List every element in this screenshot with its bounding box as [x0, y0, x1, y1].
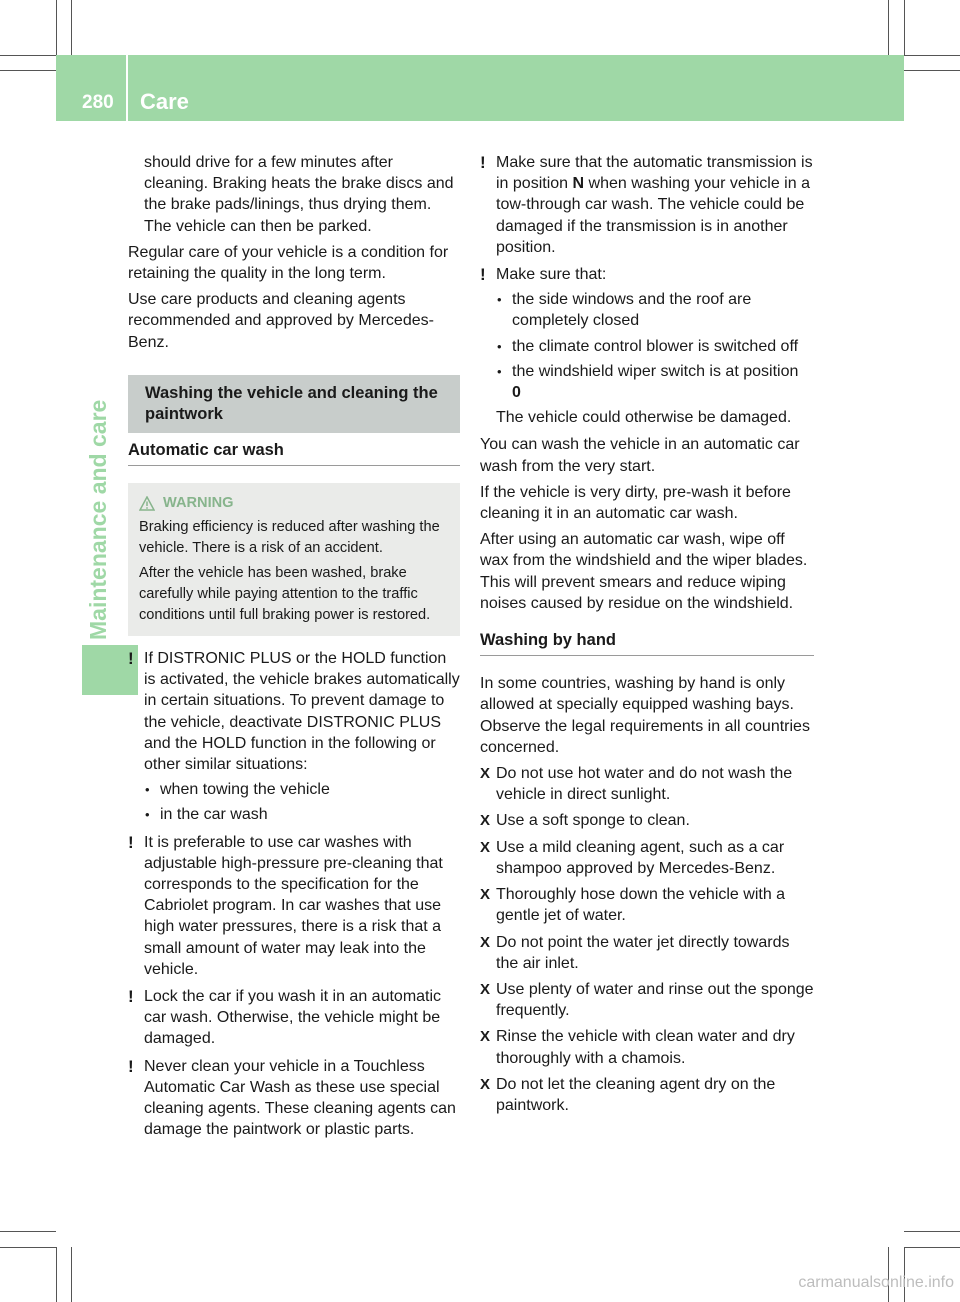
- header-divider: [126, 55, 128, 121]
- note-text: The vehicle could otherwise be damaged.: [496, 409, 792, 427]
- page-number: 280: [82, 92, 114, 113]
- intro-paragraph: should drive for a few minutes after cleaning. Braking heats the brake discs and the brake pads/linings, thus drying them. The vehicle can then be parked.: [144, 154, 454, 235]
- step-item: [480, 810, 814, 831]
- note: [128, 832, 460, 980]
- note: [128, 1056, 460, 1141]
- warning-box: [128, 483, 460, 636]
- step-arrow-icon: X: [480, 1075, 491, 1093]
- bullet-icon: •: [145, 782, 150, 798]
- list-item-text: in the car wash: [160, 806, 268, 824]
- side-tab-title: Maintenance and care: [85, 399, 111, 640]
- crop-mark: [71, 0, 72, 55]
- note: [480, 152, 814, 258]
- step-text: Do not use hot water and do not wash the vehicle in direct sunlight.: [496, 765, 793, 804]
- left-column: [128, 152, 460, 1147]
- wiper-position: 0: [512, 384, 521, 402]
- step-arrow-icon: X: [480, 765, 491, 783]
- note-text: If DISTRONIC PLUS or the HOLD function is activated, the vehicle brakes automatically in certain situations. To prevent damage to the vehicle, deactivate DISTRONIC PLUS and the HOLD function in the following or other similar situations:: [144, 650, 460, 774]
- crop-mark: [0, 55, 56, 56]
- note-mark-icon: !: [128, 832, 134, 852]
- paragraph: If the vehicle is very dirty, pre-wash it before cleaning it in an automatic car wash.: [480, 483, 791, 523]
- bullet-list: [496, 289, 814, 403]
- step-arrow-icon: X: [480, 838, 491, 856]
- step-arrow-icon: X: [480, 812, 491, 830]
- step-text: Thoroughly hose down the vehicle with a gentle jet of water.: [496, 886, 786, 925]
- step-arrow-icon: X: [480, 980, 491, 998]
- step-text: Rinse the vehicle with clean water and dry thoroughly with a chamois.: [496, 1028, 795, 1067]
- transmission-position: N: [572, 175, 585, 193]
- step-arrow-icon: X: [480, 1028, 491, 1046]
- list-item-text: the side windows and the roof are completely closed: [512, 291, 752, 330]
- running-head: Care: [140, 89, 189, 114]
- crop-mark: [904, 55, 960, 56]
- paragraph: After using an automatic car wash, wipe off wax from the windshield and the wiper blades. This will prevent smears and reduce wiping noises caused by residue on the windshield.: [480, 531, 808, 612]
- bullet-icon: •: [145, 807, 150, 823]
- list-item: [496, 289, 814, 331]
- step-text: Do not let the cleaning agent dry on the paintwork.: [496, 1075, 776, 1114]
- warning-text: After the vehicle has been washed, brake carefully while paying attention to the traffic conditions until full braking power is restored.: [139, 565, 431, 624]
- step-item: [480, 1074, 814, 1116]
- note: [480, 264, 814, 428]
- warning-header: [139, 493, 450, 514]
- subheading-automatic-car-wash: Automatic car wash: [128, 440, 460, 466]
- note-mark-icon: !: [480, 265, 486, 285]
- list-item: [496, 361, 814, 403]
- list-item-text: the climate control blower is switched off: [512, 337, 799, 355]
- paragraph: In some countries, washing by hand is only allowed at specially equipped washing bays. Observe the legal requirements in all countries concerned.: [480, 675, 810, 756]
- list-item: [144, 779, 460, 800]
- note-text: It is preferable to use car washes with adjustable high-pressure pre-cleaning that corresponds to the specification for the Cabriolet program. In car washes that use high water pressures, there is a risk that a small amount of water may leak into the vehicle.: [144, 833, 443, 978]
- step-item: [480, 1026, 814, 1068]
- step-item: [480, 979, 814, 1021]
- crop-mark: [904, 70, 960, 71]
- crop-mark: [56, 1247, 57, 1302]
- bullet-icon: •: [497, 363, 502, 379]
- crop-mark: [904, 1247, 960, 1248]
- note: [128, 648, 460, 826]
- bullet-icon: •: [497, 292, 502, 308]
- step-text: Use a soft sponge to clean.: [496, 812, 690, 830]
- crop-mark: [888, 0, 889, 55]
- bullet-icon: •: [497, 338, 502, 354]
- warning-triangle-icon: [139, 496, 155, 511]
- crop-mark: [56, 0, 57, 55]
- step-arrow-icon: X: [480, 933, 491, 951]
- crop-mark: [0, 1231, 56, 1232]
- note-mark-icon: !: [480, 153, 486, 172]
- list-item: [496, 336, 814, 357]
- list-item-text: the windshield wiper switch is at position: [512, 362, 799, 380]
- crop-mark: [71, 1247, 72, 1302]
- step-text: Use a mild cleaning agent, such as a car shampoo approved by Mercedes-Benz.: [496, 838, 785, 877]
- step-item: [480, 932, 814, 974]
- step-item: [480, 884, 814, 926]
- crop-mark: [0, 70, 56, 71]
- intro-paragraph: Regular care of your vehicle is a condition for retaining the quality in the long term.: [128, 243, 449, 283]
- paragraph: You can wash the vehicle in an automatic car wash from the very start.: [480, 436, 800, 475]
- right-column: [480, 152, 814, 1121]
- step-item: [480, 763, 814, 805]
- step-text: Do not point the water jet directly towards the air inlet.: [496, 933, 790, 972]
- step-item: [480, 837, 814, 879]
- section-title: Washing the vehicle and cleaning the paintwork: [128, 375, 460, 433]
- list-item-text: when towing the vehicle: [160, 781, 330, 799]
- note-mark-icon: !: [128, 987, 134, 1007]
- crop-mark: [904, 1231, 960, 1232]
- step-text: Use plenty of water and rinse out the sponge frequently.: [496, 980, 814, 1020]
- note-mark-icon: !: [128, 649, 134, 669]
- intro-paragraph: Use care products and cleaning agents recommended and approved by Mercedes-Benz.: [128, 291, 434, 351]
- watermark[interactable]: carmanualsonline.info: [798, 1274, 954, 1291]
- step-arrow-icon: X: [480, 886, 491, 904]
- bullet-list: [144, 779, 460, 825]
- note-text: Never clean your vehicle in a Touchless Automatic Car Wash as these use special cleaning agents. These cleaning agents can damage the paintwork or plastic parts.: [144, 1057, 456, 1139]
- note-text: Make sure that the automatic transmission is in position: [496, 154, 813, 193]
- step-list: [480, 763, 814, 1116]
- warning-text: Braking efficiency is reduced after washing the vehicle. There is a risk of an accident.: [139, 519, 440, 557]
- note-text: Make sure that:: [496, 266, 607, 284]
- list-item: [144, 804, 460, 825]
- note-text: Lock the car if you wash it in an automatic car wash. Otherwise, the vehicle might be damaged.: [144, 988, 442, 1048]
- note-mark-icon: !: [128, 1056, 134, 1076]
- crop-mark: [904, 0, 905, 55]
- note: [128, 986, 460, 1050]
- warning-label: WARNING: [163, 495, 234, 512]
- subheading-washing-by-hand: Washing by hand: [480, 630, 814, 656]
- note-text: when washing your vehicle in a tow-through car wash. The vehicle could be damaged if the transmission is in another position.: [496, 175, 810, 256]
- crop-mark: [0, 1247, 56, 1248]
